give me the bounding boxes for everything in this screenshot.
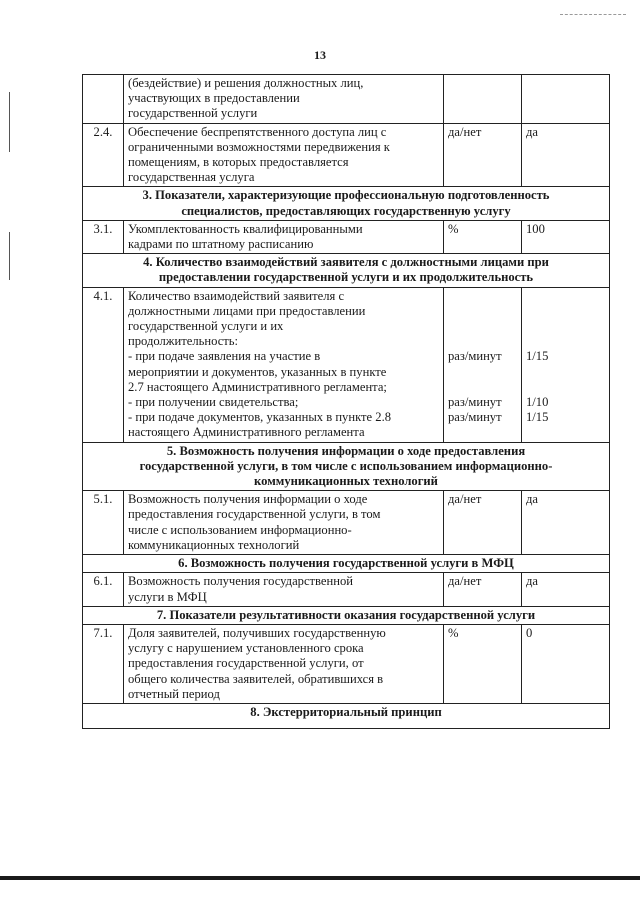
section-heading: 8. Экстерриториальный принцип <box>83 703 610 728</box>
section-header-row <box>83 254 610 287</box>
scan-artifact <box>560 14 626 17</box>
item-unit: да/нет <box>444 491 522 555</box>
item-value: 0 <box>522 624 610 703</box>
section-heading: 7. Показатели результативности оказания государственной услуги <box>83 606 610 624</box>
item-description: (бездействие) и решения должностных лиц, участвующих в предоставлении государственной услуги <box>124 75 444 124</box>
item-number <box>83 75 124 124</box>
page-number: 13 <box>314 48 326 62</box>
item-unit: % <box>444 624 522 703</box>
item-value <box>522 75 610 124</box>
item-number: 4.1. <box>83 287 124 442</box>
item-number: 2.4. <box>83 123 124 187</box>
section-heading: 4. Количество взаимодействий заявителя с должностными лицами при предоставлении государственной услуги и их продолжительность <box>83 254 610 287</box>
section-heading: 6. Возможность получения государственной услуги в МФЦ <box>83 555 610 573</box>
section-header-row <box>83 187 610 220</box>
section-header-row <box>83 442 610 491</box>
item-unit <box>444 75 522 124</box>
item-number: 3.1. <box>83 220 124 253</box>
scan-bottom-edge <box>0 876 640 880</box>
item-description: Доля заявителей, получивших государственную услугу с нарушением установленного срока предоставления государственной услуги, от общего количества заявителей, обратившихся в отчетный период <box>124 624 444 703</box>
section-header-row <box>83 555 610 573</box>
table-row <box>83 573 610 606</box>
item-value: 100 <box>522 220 610 253</box>
scan-margin-mark <box>9 232 10 280</box>
item-number: 7.1. <box>83 624 124 703</box>
scan-margin-mark <box>9 92 10 152</box>
item-value: да <box>522 573 610 606</box>
table-row <box>83 624 610 703</box>
section-heading: 5. Возможность получения информации о ходе предоставления государственной услуги, в том числе с использованием информационно- коммуникационных технологий <box>83 442 610 491</box>
section-header-row <box>83 703 610 728</box>
item-description: Обеспечение беспрепятственного доступа лиц с ограниченными возможностями передвижения к помещениям, в которых предоставляется государственная услуга <box>124 123 444 187</box>
section-header-row <box>83 606 610 624</box>
item-value: 1/15 1/10 1/15 <box>522 287 610 442</box>
table-row <box>83 75 610 124</box>
item-number: 5.1. <box>83 491 124 555</box>
item-unit: да/нет <box>444 573 522 606</box>
item-unit: раз/минут раз/минут раз/минут <box>444 287 522 442</box>
item-number: 6.1. <box>83 573 124 606</box>
item-value: да <box>522 491 610 555</box>
item-unit: да/нет <box>444 123 522 187</box>
table-row <box>83 287 610 442</box>
item-value: да <box>522 123 610 187</box>
table-row <box>83 123 610 187</box>
table-row <box>83 220 610 253</box>
table-row <box>83 491 610 555</box>
item-unit: % <box>444 220 522 253</box>
section-heading: 3. Показатели, характеризующие профессиональную подготовленность специалистов, предоставляющих государственную услугу <box>83 187 610 220</box>
indicators-table <box>82 74 610 729</box>
item-description: Возможность получения информации о ходе предоставления государственной услуги, в том числе с использованием информационно- коммуникационных технологий <box>124 491 444 555</box>
item-description: Возможность получения государственной услуги в МФЦ <box>124 573 444 606</box>
item-description: Количество взаимодействий заявителя с должностными лицами при предоставлении государственной услуги и их продолжительность: - при подаче заявления на участие в мероприятии и документов, указанных в пункте 2.7 настоящего Административного регламента; - при получении свидетельства; - при подаче документов, указанных в пункте 2.8 настоящего Административного регламента <box>124 287 444 442</box>
item-description: Укомплектованность квалифицированными кадрами по штатному расписанию <box>124 220 444 253</box>
